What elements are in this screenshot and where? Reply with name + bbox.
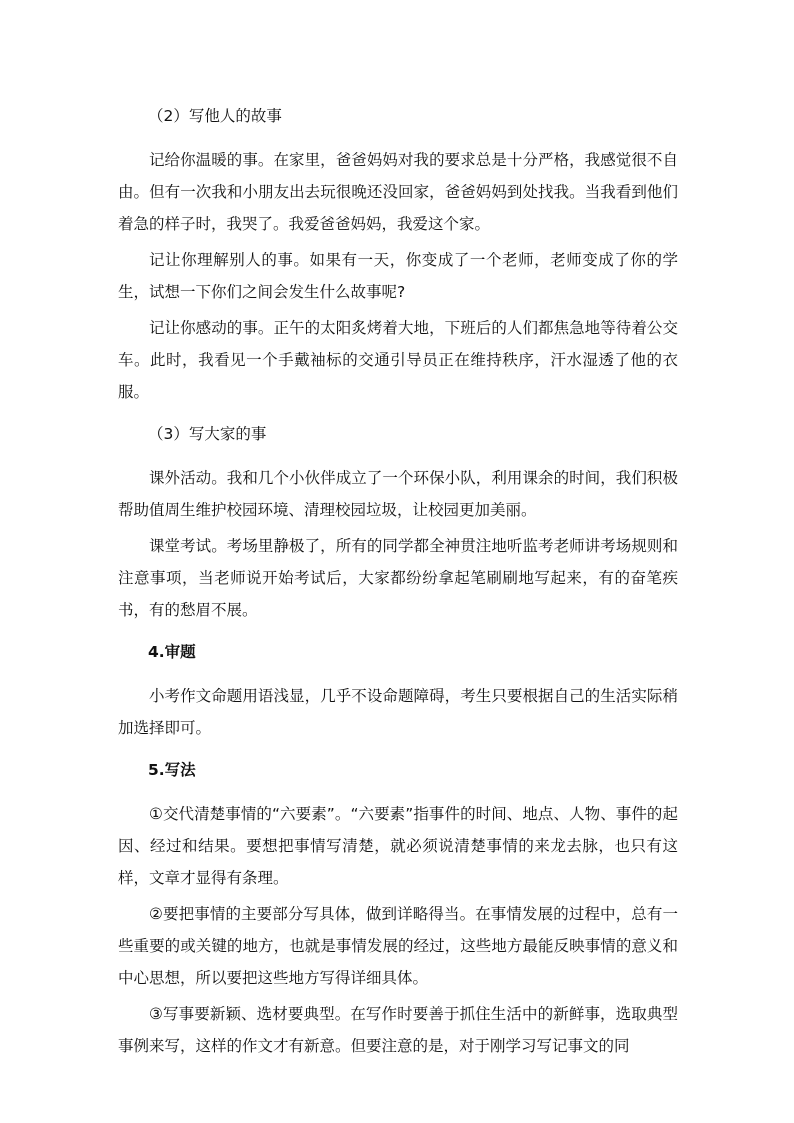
section-heading-everyone-story: （3）写大家的事 (148, 425, 267, 443)
section-heading-review-topic: 4.审题 (148, 643, 196, 661)
paragraph-understand-others: 记让你理解别人的事。如果有一天，你变成了一个老师，老师变成了你的学生，试想一下你们之间会发生什么故事呢? (118, 251, 678, 301)
paragraph-review-topic: 小考作文命题用语浅显，几乎不设命题障碍，考生只要根据自己的生活实际稍加选择即可。 (118, 687, 678, 737)
paragraph-moving-event: 记让你感动的事。正午的太阳炙烤着大地，下班后的人们都焦急地等待着公交车。此时，我看见一个手戴袖标的交通引导员正在维持秩序，汗水湿透了他的衣服。 (118, 319, 678, 401)
paragraph-exam: 课堂考试。考场里静极了，所有的同学都全神贯注地听监考老师讲考场规则和注意事项，当老师说开始考试后，大家都纷纷拿起笔刷刷地写起来，有的奋笔疾书，有的愁眉不展。 (118, 537, 678, 619)
paragraph-novel-material: ③写事要新颖、选材要典型。在写作时要善于抓住生活中的新鲜事，选取典型事例来写，这样的作文才有新意。但要注意的是，对于刚学习写记事文的同 (118, 1005, 678, 1055)
paragraph-main-parts: ②要把事情的主要部分写具体，做到详略得当。在事情发展的过程中，总有一些重要的或关键的地方，也就是事情发展的经过，这些地方最能反映事情的意义和中心思想，所以要把这些地方写得详细具体。 (118, 905, 678, 987)
section-heading-writing-method: 5.写法 (148, 761, 196, 779)
paragraph-six-elements: ①交代清楚事情的“六要素”。“六要素”指事件的时间、地点、人物、事件的起因、经过和结果。要想把事情写清楚，就必须说清楚事情的来龙去脉，也只有这样，文章才显得有条理。 (118, 805, 678, 887)
paragraph-warm-event: 记给你温暖的事。在家里，爸爸妈妈对我的要求总是十分严格，我感觉很不自由。但有一次我和小朋友出去玩很晚还没回家，爸爸妈妈到处找我。当我看到他们着急的样子时，我哭了。我爱爸爸妈妈，我爱这个家。 (118, 151, 678, 233)
paragraph-extracurricular: 课外活动。我和几个小伙伴成立了一个环保小队，利用课余的时间，我们积极帮助值周生维护校园环境、清理校园垃圾，让校园更加美丽。 (118, 469, 678, 519)
section-heading-others-story: （2）写他人的故事 (148, 107, 282, 125)
document-body (118, 104, 678, 1062)
